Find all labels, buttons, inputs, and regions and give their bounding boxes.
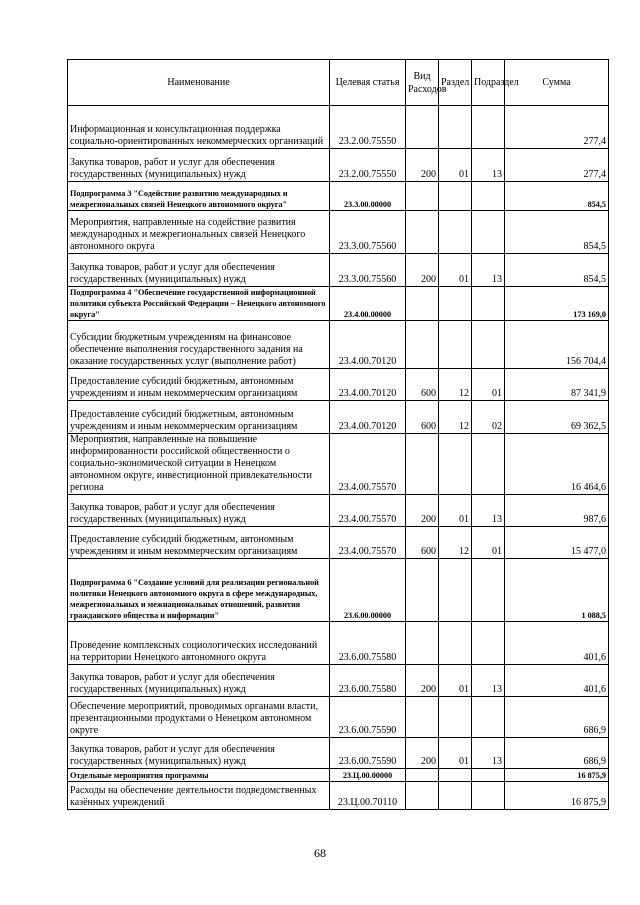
cell-code: 23.6.00.75580 xyxy=(330,665,406,697)
cell-code: 23.2.00.75550 xyxy=(330,106,406,149)
cell-razdel xyxy=(439,769,472,782)
cell-vid: 200 xyxy=(406,665,439,697)
cell-sum: 15 477,0 xyxy=(505,527,609,559)
cell-name: Расходы на обеспечение деятельности подведомственных казённых учреждений xyxy=(68,782,330,810)
cell-code: 23.4.00.70120 xyxy=(330,321,406,369)
cell-code: 23.6.00.75590 xyxy=(330,697,406,738)
cell-sum: 854,5 xyxy=(505,211,609,254)
cell-razdel: 12 xyxy=(439,527,472,559)
table-row xyxy=(68,697,609,738)
cell-name: Отдельные мероприятия программы xyxy=(68,769,330,782)
cell-code: 23.6.00.75590 xyxy=(330,738,406,769)
cell-sum: 277,4 xyxy=(505,106,609,149)
budget-table xyxy=(67,59,609,810)
cell-vid xyxy=(406,782,439,810)
table-row xyxy=(68,495,609,527)
cell-razdel: 01 xyxy=(439,665,472,697)
cell-razdel: 01 xyxy=(439,738,472,769)
cell-sum: 277,4 xyxy=(505,149,609,182)
cell-razdel xyxy=(439,287,472,321)
cell-vid: 200 xyxy=(406,254,439,287)
cell-podrazdel xyxy=(472,182,505,211)
cell-code: 23.4.00.70120 xyxy=(330,401,406,434)
cell-sum: 156 704,4 xyxy=(505,321,609,369)
cell-code: 23.Ц.00.00000 xyxy=(330,769,406,782)
cell-code: 23.4.00.75570 xyxy=(330,434,406,495)
cell-podrazdel xyxy=(472,697,505,738)
cell-podrazdel: 13 xyxy=(472,665,505,697)
cell-razdel xyxy=(439,434,472,495)
table-row xyxy=(68,622,609,665)
cell-name: Закупка товаров, работ и услуг для обеспечения государственных (муниципальных) нужд xyxy=(68,665,330,697)
cell-razdel: 12 xyxy=(439,369,472,401)
cell-code: 23.4.00.75570 xyxy=(330,495,406,527)
cell-razdel xyxy=(439,782,472,810)
cell-sum: 1 088,5 xyxy=(505,559,609,622)
cell-razdel xyxy=(439,697,472,738)
cell-razdel xyxy=(439,622,472,665)
cell-code: 23.6.00.00000 xyxy=(330,559,406,622)
cell-name: Мероприятия, направленные на повышение информированности российской общественности о социально-экономической ситуации в Ненецком автономном округе, инвестиционной привлекательности региона xyxy=(68,434,330,495)
cell-podrazdel xyxy=(472,211,505,254)
cell-podrazdel: 13 xyxy=(472,495,505,527)
cell-podrazdel xyxy=(472,769,505,782)
cell-name: Закупка товаров, работ и услуг для обеспечения государственных (муниципальных) нужд xyxy=(68,495,330,527)
cell-sum: 16 464,6 xyxy=(505,434,609,495)
cell-podrazdel xyxy=(472,559,505,622)
table-row xyxy=(68,738,609,769)
cell-podrazdel: 13 xyxy=(472,738,505,769)
cell-code: 23.3.00.75560 xyxy=(330,254,406,287)
table-header-row xyxy=(68,60,609,106)
header-code: Целевая статья xyxy=(330,60,406,106)
cell-sum: 854,5 xyxy=(505,254,609,287)
header-name: Наименование xyxy=(68,60,330,106)
cell-name: Подпрограмма 4 "Обеспечение государственной информационной политики субъекта Российской Федерации – Ненецкого автономного округа" xyxy=(68,287,330,321)
cell-razdel: 01 xyxy=(439,495,472,527)
table-row xyxy=(68,527,609,559)
cell-razdel: 12 xyxy=(439,401,472,434)
cell-razdel xyxy=(439,559,472,622)
cell-sum: 686,9 xyxy=(505,697,609,738)
cell-sum: 686,9 xyxy=(505,738,609,769)
cell-podrazdel xyxy=(472,287,505,321)
cell-code: 23.4.00.70120 xyxy=(330,369,406,401)
cell-podrazdel xyxy=(472,622,505,665)
cell-vid xyxy=(406,769,439,782)
subprogram-row xyxy=(68,559,609,622)
cell-sum: 16 875,9 xyxy=(505,769,609,782)
subprogram-row xyxy=(68,287,609,321)
cell-razdel xyxy=(439,182,472,211)
header-razdel: Раздел xyxy=(439,60,472,106)
cell-name: Подпрограмма 3 "Содействие развитию международных и межрегиональных связей Ненецкого автономного округа" xyxy=(68,182,330,211)
cell-razdel xyxy=(439,321,472,369)
cell-name: Обеспечение мероприятий, проводимых органами власти, презентационными продуктами о Ненецком автономном округе xyxy=(68,697,330,738)
table-row xyxy=(68,665,609,697)
cell-vid xyxy=(406,697,439,738)
table-row xyxy=(68,369,609,401)
cell-vid xyxy=(406,622,439,665)
cell-podrazdel: 02 xyxy=(472,401,505,434)
cell-vid xyxy=(406,287,439,321)
cell-code: 23.4.00.75570 xyxy=(330,527,406,559)
cell-vid: 200 xyxy=(406,495,439,527)
cell-name: Закупка товаров, работ и услуг для обеспечения государственных (муниципальных) нужд xyxy=(68,738,330,769)
table-row xyxy=(68,782,609,810)
table-row xyxy=(68,401,609,434)
table-row xyxy=(68,434,609,495)
cell-razdel xyxy=(439,106,472,149)
table-row xyxy=(68,149,609,182)
cell-podrazdel: 13 xyxy=(472,149,505,182)
cell-name: Подпрограмма 6 "Создание условий для реализации региональной политики Ненецкого автономного округа в сфере международных, межрегиональных и межнациональных отношений, развития гражданского общества и информации" xyxy=(68,559,330,622)
cell-name: Субсидии бюджетным учреждениям на финансовое обеспечение выполнения государственного задания на оказание государственных услуг (выполнение работ) xyxy=(68,321,330,369)
cell-razdel: 01 xyxy=(439,254,472,287)
cell-code: 23.Ц.00.70110 xyxy=(330,782,406,810)
cell-vid xyxy=(406,182,439,211)
cell-vid: 200 xyxy=(406,738,439,769)
cell-name: Мероприятия, направленные на содействие развития международных и межрегиональных связей Ненецкого автономного округа xyxy=(68,211,330,254)
cell-name: Закупка товаров, работ и услуг для обеспечения государственных (муниципальных) нужд xyxy=(68,149,330,182)
cell-podrazdel: 01 xyxy=(472,369,505,401)
cell-name: Предоставление субсидий бюджетным, автономным учреждениям и иным некоммерческим организациям xyxy=(68,369,330,401)
cell-code: 23.4.00.00000 xyxy=(330,287,406,321)
cell-vid xyxy=(406,434,439,495)
cell-razdel: 01 xyxy=(439,149,472,182)
cell-name: Закупка товаров, работ и услуг для обеспечения государственных (муниципальных) нужд xyxy=(68,254,330,287)
cell-vid: 600 xyxy=(406,527,439,559)
cell-sum: 987,6 xyxy=(505,495,609,527)
cell-podrazdel: 01 xyxy=(472,527,505,559)
cell-name: Информационная и консультационная поддержка социально-ориентированных некоммерческих организаций xyxy=(68,106,330,149)
cell-vid: 200 xyxy=(406,149,439,182)
cell-code: 23.6.00.75580 xyxy=(330,622,406,665)
cell-name: Предоставление субсидий бюджетным, автономным учреждениям и иным некоммерческим организациям xyxy=(68,527,330,559)
subprogram-row xyxy=(68,769,609,782)
cell-vid xyxy=(406,321,439,369)
header-podrazdel: Подраздел xyxy=(472,60,505,106)
subprogram-row xyxy=(68,182,609,211)
cell-sum: 401,6 xyxy=(505,665,609,697)
cell-podrazdel xyxy=(472,321,505,369)
cell-podrazdel xyxy=(472,106,505,149)
cell-code: 23.3.00.00000 xyxy=(330,182,406,211)
cell-podrazdel xyxy=(472,434,505,495)
page-number: 68 xyxy=(314,846,326,860)
cell-name: Проведение комплексных социологических исследований на территории Ненецкого автономного округа xyxy=(68,622,330,665)
cell-podrazdel: 13 xyxy=(472,254,505,287)
table-row xyxy=(68,211,609,254)
cell-podrazdel xyxy=(472,782,505,810)
cell-sum: 87 341,9 xyxy=(505,369,609,401)
cell-code: 23.3.00.75560 xyxy=(330,211,406,254)
table-row xyxy=(68,321,609,369)
cell-vid: 600 xyxy=(406,369,439,401)
table-row xyxy=(68,106,609,149)
cell-sum: 854,5 xyxy=(505,182,609,211)
cell-name: Предоставление субсидий бюджетным, автономным учреждениям и иным некоммерческим организациям xyxy=(68,401,330,434)
cell-vid xyxy=(406,559,439,622)
cell-vid xyxy=(406,106,439,149)
cell-vid: 600 xyxy=(406,401,439,434)
header-vid: Вид Расходов xyxy=(406,60,439,106)
cell-sum: 401,6 xyxy=(505,622,609,665)
cell-code: 23.2.00.75550 xyxy=(330,149,406,182)
header-sum: Сумма xyxy=(505,60,609,106)
cell-sum: 173 169,0 xyxy=(505,287,609,321)
cell-razdel xyxy=(439,211,472,254)
table-row xyxy=(68,254,609,287)
cell-sum: 16 875,9 xyxy=(505,782,609,810)
cell-vid xyxy=(406,211,439,254)
cell-sum: 69 362,5 xyxy=(505,401,609,434)
